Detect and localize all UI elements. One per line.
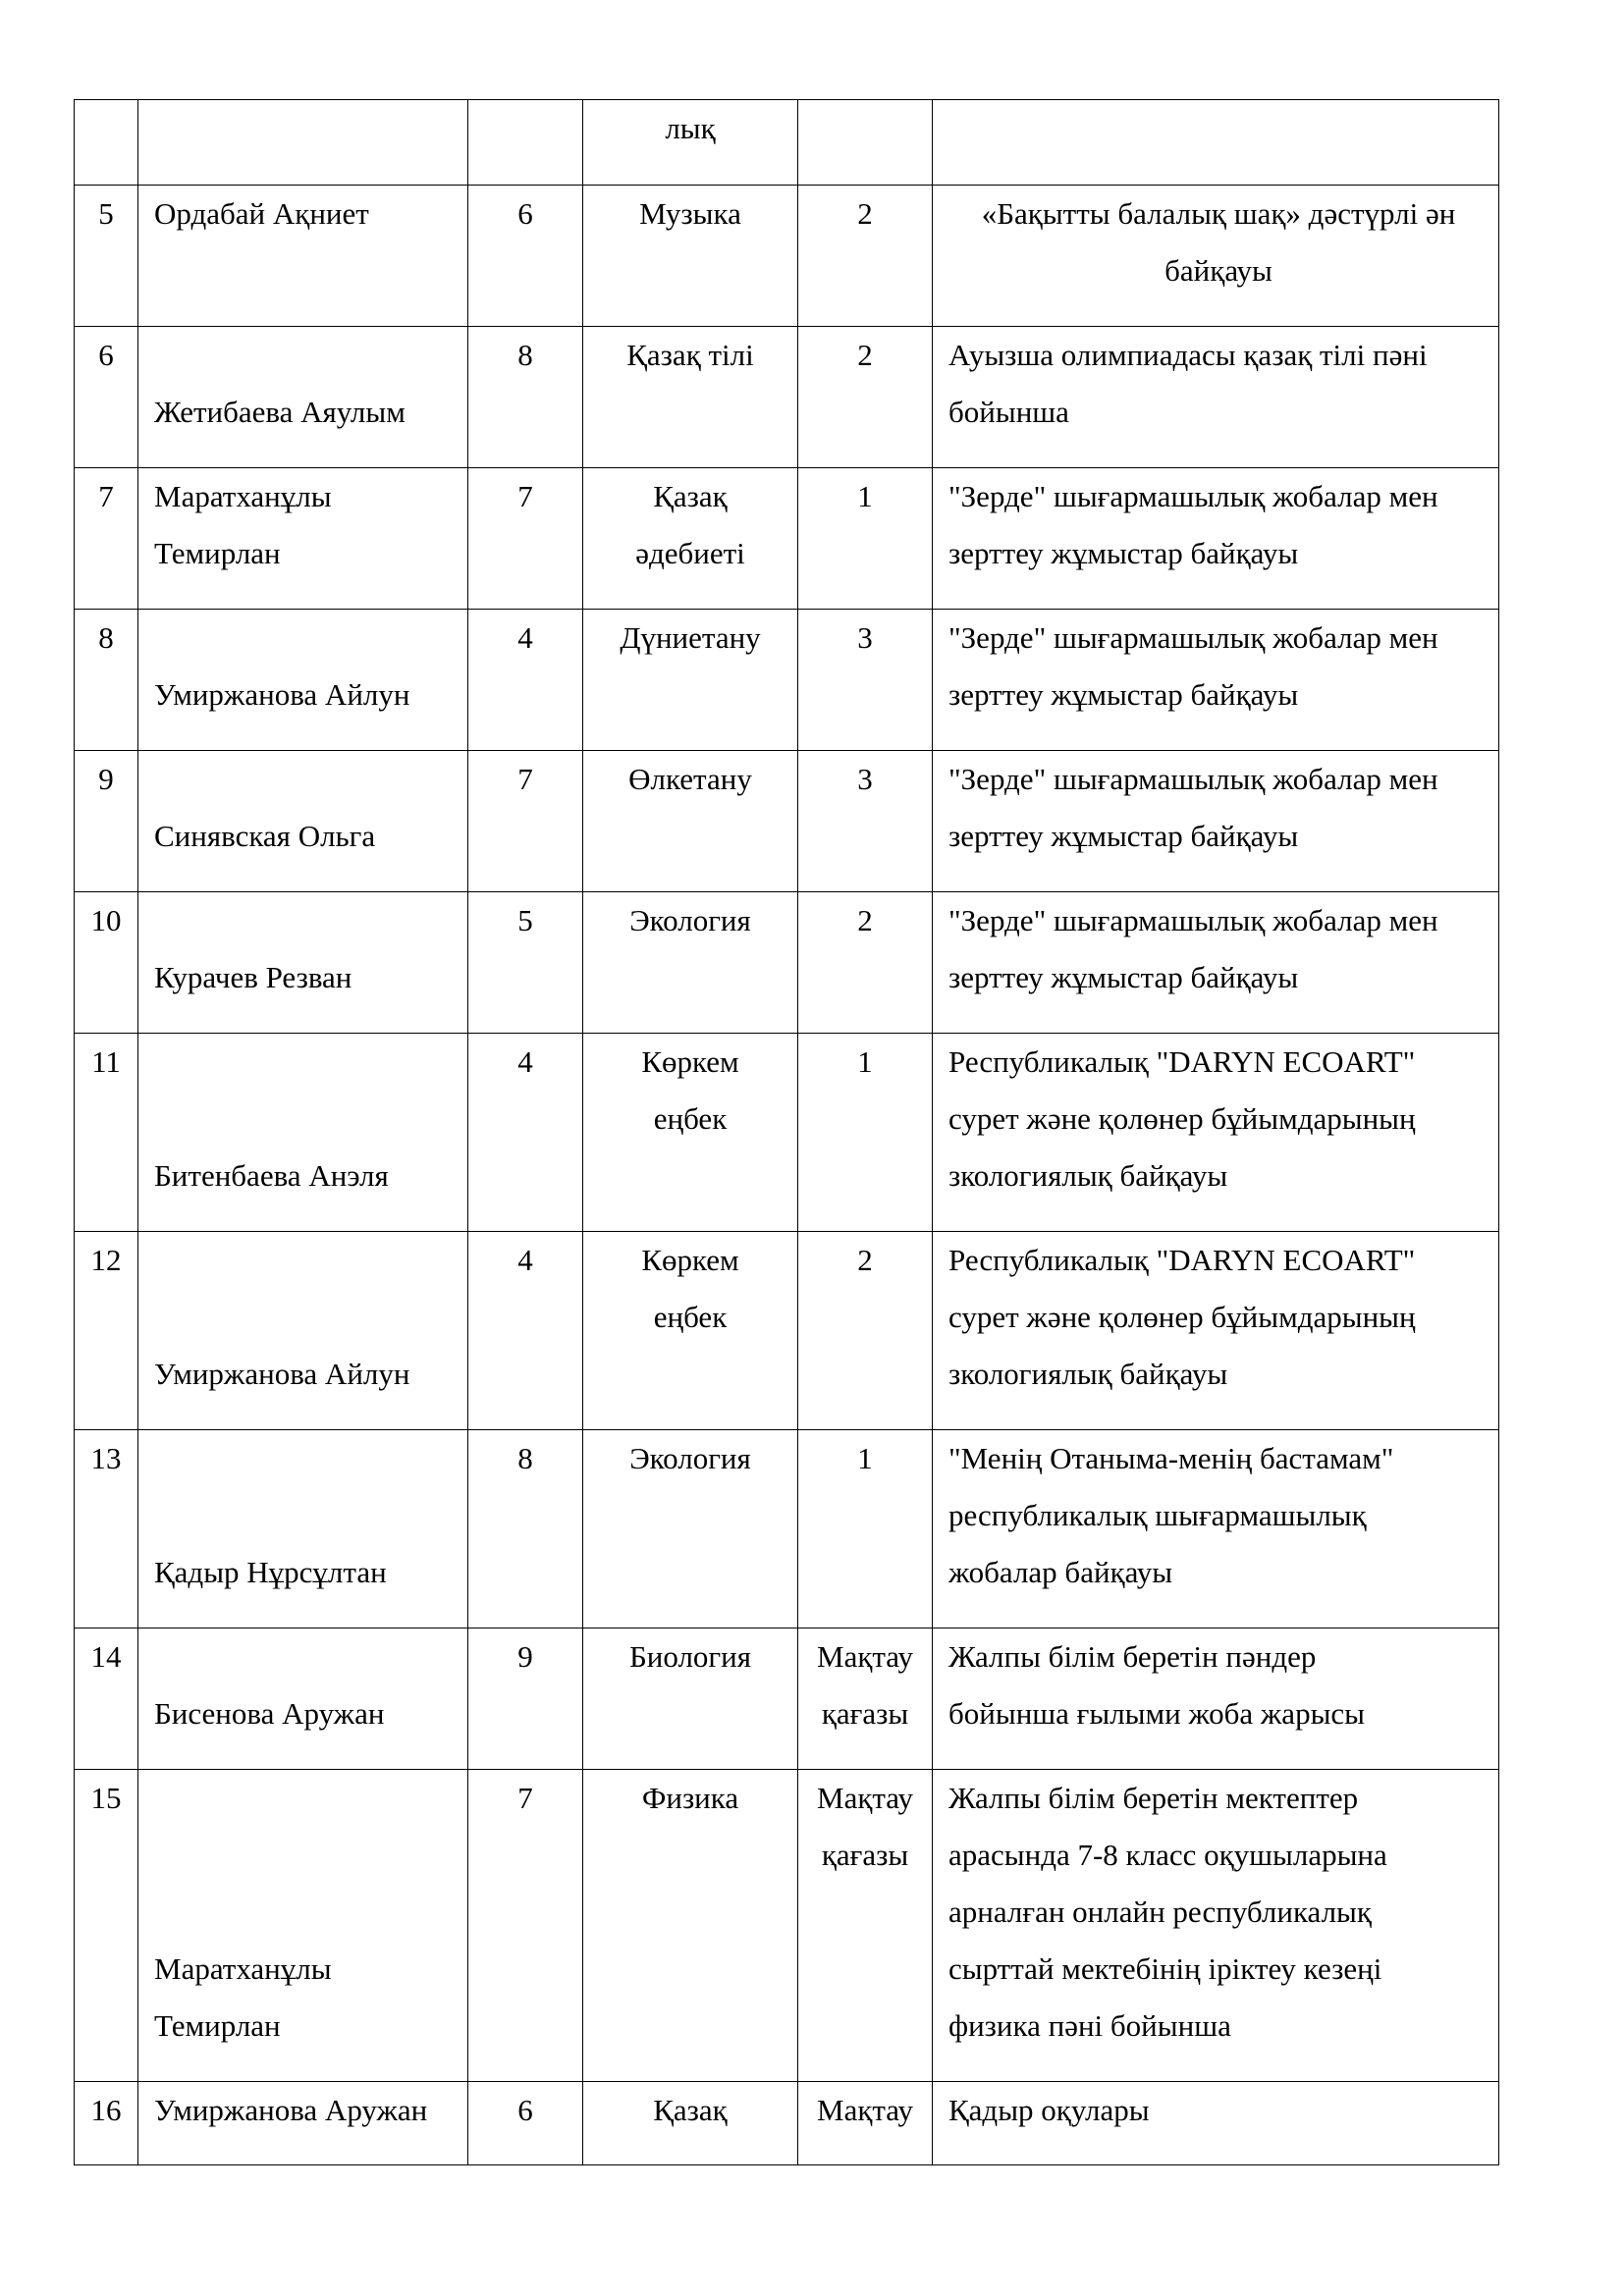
cell-student-name: Умиржанова Айлун [138, 610, 468, 751]
cell-student-name: Умиржанова Айлун [138, 1232, 468, 1430]
results-table-body [75, 100, 1499, 2165]
cell-number: 13 [75, 1430, 138, 1629]
cell-place: 3 [798, 751, 933, 892]
table-row [75, 751, 1499, 892]
cell-place: 2 [798, 892, 933, 1034]
cell-place: 1 [798, 1034, 933, 1232]
cell-grade: 8 [468, 327, 583, 468]
cell-number: 16 [75, 2082, 138, 2165]
cell-place: 2 [798, 327, 933, 468]
cell-subject: Көркем еңбек [583, 1232, 798, 1430]
cell-event: Жалпы білім беретін мектептер арасында 7-8 класс оқушыларына арналған онлайн республикалық сырттай мектебінің іріктеу кезеңі физика пәні бойынша [933, 1770, 1499, 2082]
cell-grade: 7 [468, 1770, 583, 2082]
cell-student-name: Қадыр Нұрсұлтан [138, 1430, 468, 1629]
cell-subject: Физика [583, 1770, 798, 2082]
cell-event: Жалпы білім беретін пәндер бойынша ғылыми жоба жарысы [933, 1629, 1499, 1770]
table-row [75, 100, 1499, 186]
table-row [75, 1430, 1499, 1629]
cell-number [75, 100, 138, 186]
cell-student-name [138, 100, 468, 186]
cell-subject: Биология [583, 1629, 798, 1770]
cell-grade: 8 [468, 1430, 583, 1629]
cell-subject: Экология [583, 892, 798, 1034]
cell-event [933, 100, 1499, 186]
cell-grade: 7 [468, 468, 583, 610]
cell-subject: Көркем еңбек [583, 1034, 798, 1232]
table-row [75, 327, 1499, 468]
cell-event: «Бақытты балалық шақ» дәстүрлі ән байқауы [933, 186, 1499, 327]
cell-student-name: Умиржанова Аружан [138, 2082, 468, 2165]
cell-number: 10 [75, 892, 138, 1034]
cell-event: Республикалық "DARYN ECOART" сурет және қолөнер бұйымдарының зкологиялық байқауы [933, 1034, 1499, 1232]
cell-student-name: Жетибаева Аяулым [138, 327, 468, 468]
cell-student-name: Бисенова Аружан [138, 1629, 468, 1770]
cell-subject: Дүниетану [583, 610, 798, 751]
cell-number: 6 [75, 327, 138, 468]
cell-subject: Қазақ әдебиеті [583, 468, 798, 610]
table-row [75, 1232, 1499, 1430]
table-row [75, 1770, 1499, 2082]
cell-event: Қадыр оқулары [933, 2082, 1499, 2165]
cell-grade: 4 [468, 610, 583, 751]
table-row [75, 1629, 1499, 1770]
cell-number: 14 [75, 1629, 138, 1770]
table-row [75, 186, 1499, 327]
cell-event: Республикалық "DARYN ECOART" сурет және қолөнер бұйымдарының зкологиялық байқауы [933, 1232, 1499, 1430]
table-row [75, 2082, 1499, 2165]
cell-grade: 7 [468, 751, 583, 892]
cell-number: 12 [75, 1232, 138, 1430]
cell-number: 11 [75, 1034, 138, 1232]
cell-grade: 6 [468, 2082, 583, 2165]
cell-subject: Өлкетану [583, 751, 798, 892]
cell-subject: Экология [583, 1430, 798, 1629]
cell-subject: Музыка [583, 186, 798, 327]
cell-place: 1 [798, 1430, 933, 1629]
cell-place: Мақтау [798, 2082, 933, 2165]
cell-grade: 9 [468, 1629, 583, 1770]
cell-subject: Қазақ тілі [583, 327, 798, 468]
cell-grade: 6 [468, 186, 583, 327]
cell-student-name: Маратханұлы Темирлан [138, 468, 468, 610]
cell-event: Ауызша олимпиадасы қазақ тілі пәні бойынша [933, 327, 1499, 468]
cell-place: 2 [798, 186, 933, 327]
cell-grade: 5 [468, 892, 583, 1034]
cell-event: "Зерде" шығармашылық жобалар мен зерттеу жұмыстар байқауы [933, 610, 1499, 751]
table-row [75, 610, 1499, 751]
cell-number: 9 [75, 751, 138, 892]
cell-student-name: Маратханұлы Темирлан [138, 1770, 468, 2082]
cell-student-name: Ордабай Ақниет [138, 186, 468, 327]
cell-subject: Қазақ [583, 2082, 798, 2165]
cell-number: 15 [75, 1770, 138, 2082]
cell-event: "Менің Отаныма-менің бастамам" республикалық шығармашылық жобалар байқауы [933, 1430, 1499, 1629]
cell-place: Мақтау қағазы [798, 1770, 933, 2082]
table-row [75, 1034, 1499, 1232]
cell-student-name: Синявская Ольга [138, 751, 468, 892]
cell-event: "Зерде" шығармашылық жобалар мен зерттеу жұмыстар байқауы [933, 892, 1499, 1034]
cell-event: "Зерде" шығармашылық жобалар мен зерттеу жұмыстар байқауы [933, 751, 1499, 892]
cell-place: 1 [798, 468, 933, 610]
cell-student-name: Курачев Резван [138, 892, 468, 1034]
cell-student-name: Битенбаева Анэля [138, 1034, 468, 1232]
cell-number: 5 [75, 186, 138, 327]
cell-place: 3 [798, 610, 933, 751]
cell-number: 7 [75, 468, 138, 610]
results-table [74, 99, 1499, 2165]
cell-grade: 4 [468, 1232, 583, 1430]
table-row [75, 468, 1499, 610]
table-row [75, 892, 1499, 1034]
cell-event: "Зерде" шығармашылық жобалар мен зерттеу жұмыстар байқауы [933, 468, 1499, 610]
cell-place: Мақтау қағазы [798, 1629, 933, 1770]
cell-place: 2 [798, 1232, 933, 1430]
cell-grade [468, 100, 583, 186]
cell-place [798, 100, 933, 186]
cell-grade: 4 [468, 1034, 583, 1232]
cell-subject: лық [583, 100, 798, 186]
cell-number: 8 [75, 610, 138, 751]
